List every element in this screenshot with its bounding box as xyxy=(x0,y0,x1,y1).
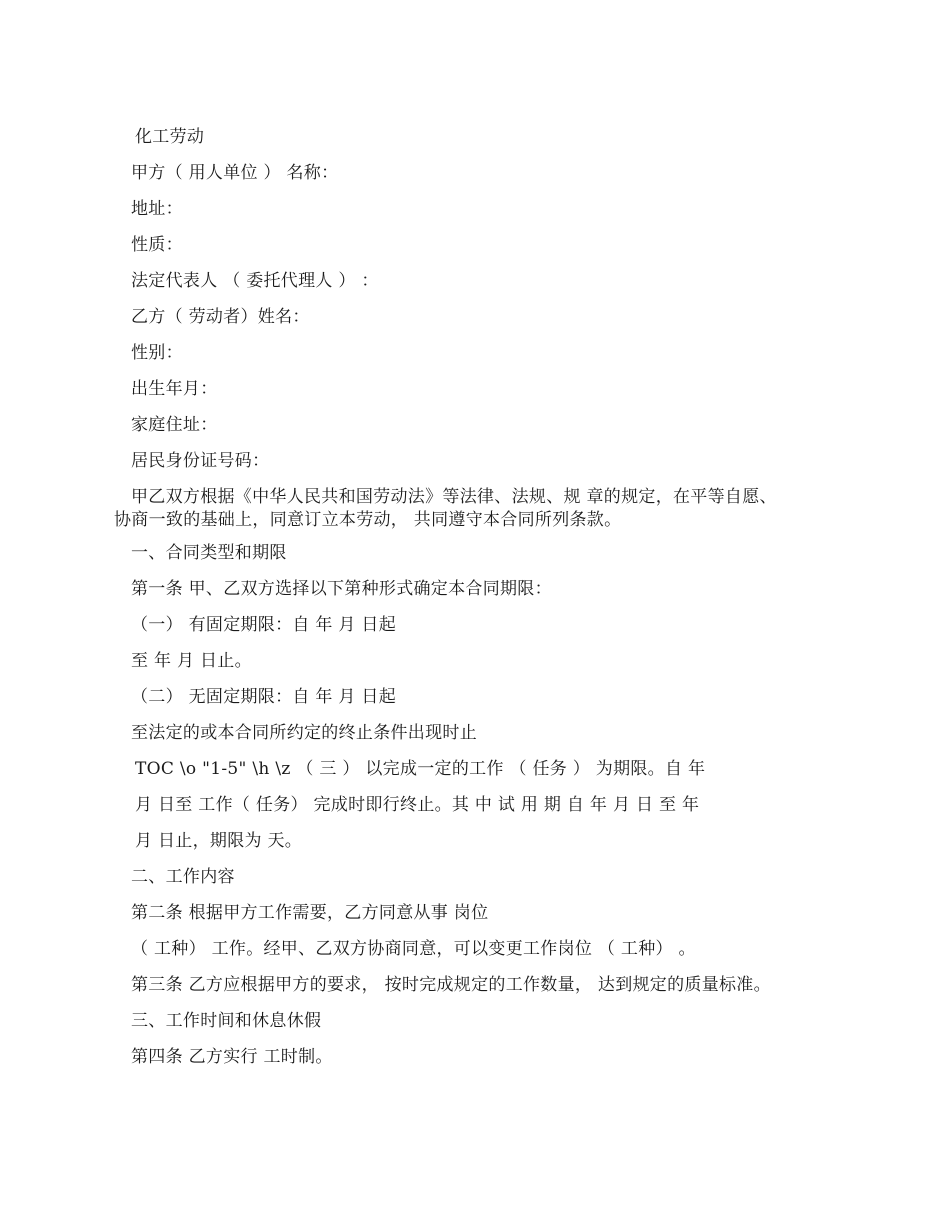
open-term-line-1: （二） 无固定期限：自 年 月 日起 xyxy=(131,687,397,707)
article-4-line: 第四条 乙方实行 工时制。 xyxy=(131,1047,333,1067)
preamble-line-1: 甲乙双方根据《中华人民共和国劳动法》等法律、法规、规 章的规定，在平等自愿、 xyxy=(131,487,777,507)
task-term-line-2: 月 日至 工作（ 任务） 完成时即行终止。其 中 试 用 期 自 年 月 日 至 年 xyxy=(135,795,700,815)
legal-representative-line: 法定代表人 （ 委托代理人 ） ： xyxy=(131,271,379,291)
party-a-name-line: 甲方（ 用人单位 ） 名称： xyxy=(131,163,339,183)
article-2-line-2: （ 工种） 工作。经甲、乙双方协商同意，可以变更工作岗位 （ 工种） 。 xyxy=(131,939,696,959)
document-title: 化工劳动 xyxy=(135,127,205,147)
fixed-term-line-2: 至 年 月 日止。 xyxy=(131,651,252,671)
fixed-term-line-1: （一） 有固定期限：自 年 月 日起 xyxy=(131,615,397,635)
article-1-line: 第一条 甲、乙双方选择以下第种形式确定本合同期限： xyxy=(131,579,552,599)
party-a-nature-line: 性质： xyxy=(131,235,183,255)
party-b-home-address-line: 家庭住址： xyxy=(131,415,218,435)
article-3-line: 第三条 乙方应根据甲方的要求， 按时完成规定的工作数量， 达到规定的质量标准。 xyxy=(131,975,771,995)
task-term-line-1: TOC \o "1-5" \h \z （ 三 ） 以完成一定的工作 （ 任务 ） 为期限。自 年 xyxy=(135,759,706,779)
party-a-address-line: 地址： xyxy=(131,199,183,219)
party-b-gender-line: 性别： xyxy=(131,343,183,363)
party-b-name-line: 乙方（ 劳动者）姓名： xyxy=(131,307,310,327)
article-2-line-1: 第二条 根据甲方工作需要，乙方同意从事 岗位 xyxy=(131,903,489,923)
open-term-line-2: 至法定的或本合同所约定的终止条件出现时止 xyxy=(131,723,477,743)
section-heading-work-content: 二、工作内容 xyxy=(131,867,235,887)
preamble-line-2: 协商一致的基础上，同意订立本劳动， 共同遵守本合同所列条款。 xyxy=(114,510,622,530)
party-b-birth-line: 出生年月： xyxy=(131,379,218,399)
section-heading-contract-type: 一、合同类型和期限 xyxy=(131,543,287,563)
section-heading-work-time: 三、工作时间和休息休假 xyxy=(131,1011,322,1031)
task-term-line-3: 月 日止，期限为 天。 xyxy=(135,831,303,851)
party-b-id-number-line: 居民身份证号码： xyxy=(131,451,270,471)
